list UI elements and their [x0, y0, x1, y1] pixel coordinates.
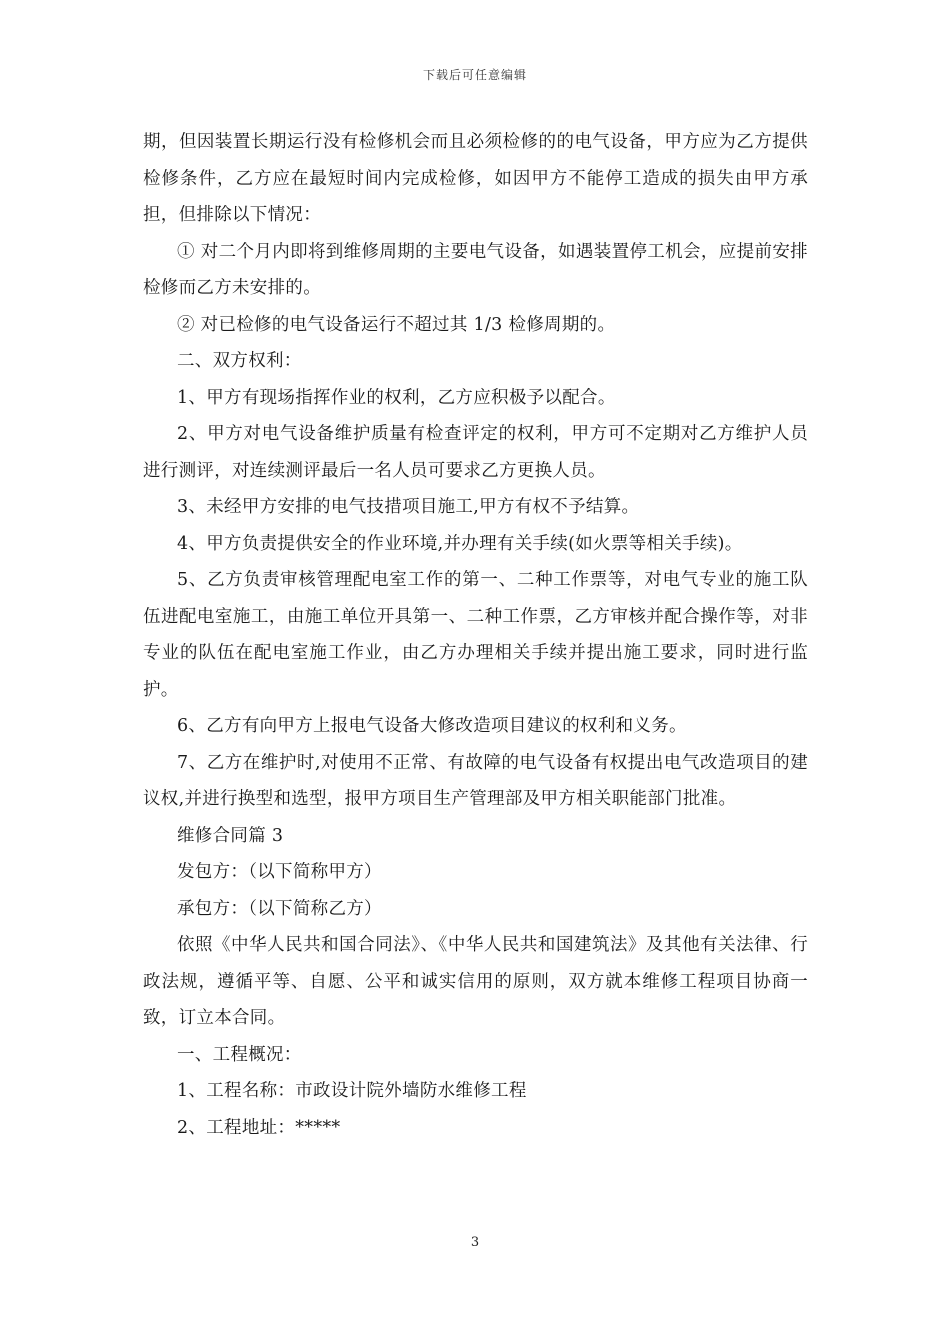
paragraph: 2、甲方对电气设备维护质量有检查评定的权利，甲方可不定期对乙方维护人员进行测评，对连续测评最后一名人员可要求乙方更换人员。 [143, 424, 808, 481]
paragraph: 4、甲方负责提供安全的作业环境,并办理有关手续(如火票等相关手续)。 [177, 533, 743, 554]
paragraph: 2、工程地址：***** [177, 1117, 341, 1138]
document-body [143, 124, 808, 1146]
paragraph: 7、乙方在维护时,对使用不正常、有故障的电气设备有权提出电气改造项目的建议权,并进行换型和选型，报甲方项目生产管理部及甲方相关职能部门批准。 [143, 752, 808, 809]
party-line: 发包方：（以下简称甲方） [177, 862, 382, 882]
paragraph: 3、未经甲方安排的电气技措项目施工,甲方有权不予结算。 [177, 497, 640, 517]
party-line: 承包方：（以下简称乙方） [177, 898, 382, 919]
section-heading: 一、工程概况： [177, 1044, 302, 1065]
contract-title: 维修合同篇 3 [177, 825, 284, 846]
page-header: 下载后可任意编辑 [422, 68, 527, 82]
paragraph: ② 对已检修的电气设备运行不超过其 1/3 检修周期的。 [177, 314, 616, 335]
page-number: 3 [470, 1235, 480, 1250]
paragraph: 依照《中华人民共和国合同法》、《中华人民共和国建筑法》及其他有关法律、行政法规，遵循平等、自愿、公平和诚实信用的原则，双方就本维修工程项目协商一致，订立本合同。 [143, 935, 808, 1028]
paragraph: 期，但因装置长期运行没有检修机会而且必须检修的的电气设备，甲方应为乙方提供检修条件，乙方应在最短时间内完成检修，如因甲方不能停工造成的损失由甲方承担，但排除以下情况： [143, 132, 808, 225]
paragraph: 6、乙方有向甲方上报电气设备大修改造项目建议的权利和义务。 [177, 716, 687, 736]
paragraph: 1、甲方有现场指挥作业的权利，乙方应积极予以配合。 [177, 387, 616, 408]
paragraph: 5、乙方负责审核管理配电室工作的第一、二种工作票等，对电气专业的施工队伍进配电室施工，由施工单位开具第一、二种工作票，乙方审核并配合操作等，对非专业的队伍在配电室施工作业，由乙方办理相关手续并提出施工要求，同时进行监护。 [143, 570, 808, 700]
paragraph: ① 对二个月内即将到维修周期的主要电气设备，如遇装置停工机会，应提前安排检修而乙方未安排的。 [143, 241, 808, 298]
paragraph: 1、工程名称：市政设计院外墙防水维修工程 [177, 1081, 527, 1101]
section-heading: 二、双方权利： [177, 351, 302, 371]
